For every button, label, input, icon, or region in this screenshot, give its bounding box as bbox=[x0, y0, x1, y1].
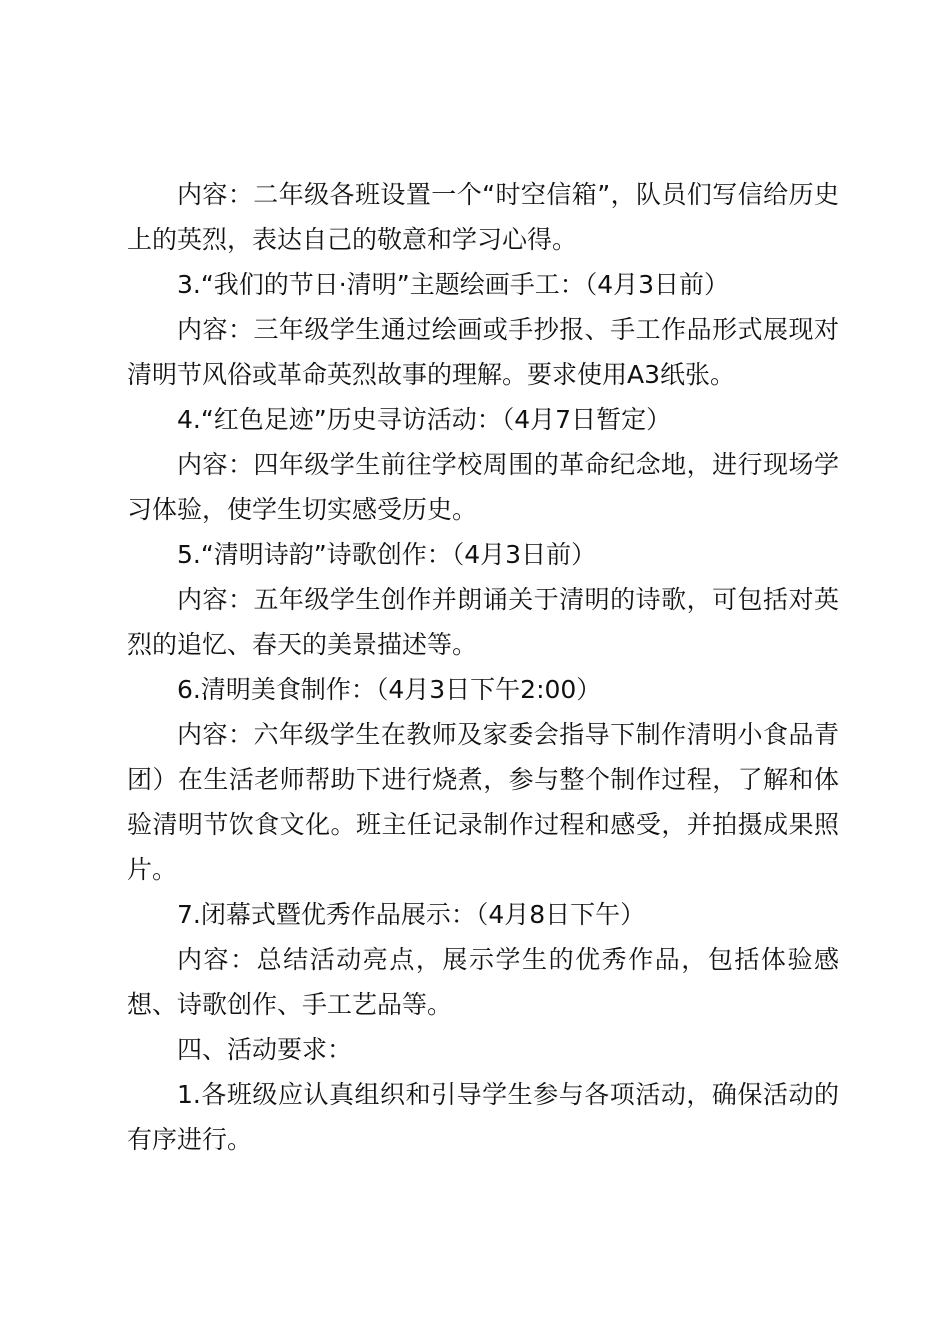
heading-item-5: 5.“清明诗韵”诗歌创作：（4月3日前） bbox=[177, 540, 597, 569]
paragraph-requirement-1: 1.各班级应认真组织和引导学生参与各项活动，确保活动的有序进行。 bbox=[127, 1080, 839, 1154]
paragraph-grade3-content: 内容：三年级学生通过绘画或手抄报、手工作品形式展现对清明节风俗或革命英烈故事的理解。要求使用A3纸张。 bbox=[127, 315, 839, 389]
heading-item-6: 6.清明美食制作：（4月3日下午2:00） bbox=[177, 675, 602, 704]
document-body bbox=[127, 172, 839, 1162]
paragraph-closing-content: 内容：总结活动亮点，展示学生的优秀作品，包括体验感想、诗歌创作、手工艺品等。 bbox=[127, 945, 839, 1019]
heading-item-7: 7.闭幕式暨优秀作品展示：（4月8日下午） bbox=[177, 900, 646, 929]
heading-item-4: 4.“红色足迹”历史寻访活动：（4月7日暂定） bbox=[177, 405, 672, 434]
paragraph-grade4-content: 内容：四年级学生前往学校周围的革命纪念地，进行现场学习体验，使学生切实感受历史。 bbox=[127, 450, 839, 524]
paragraph-grade6-content: 内容：六年级学生在教师及家委会指导下制作清明小食品青团）在生活老师帮助下进行烧煮，参与整个制作过程，了解和体验清明节饮食文化。班主任记录制作过程和感受，并拍摄成果照片。 bbox=[127, 720, 839, 884]
paragraph-grade2-content: 内容：二年级各班设置一个“时空信箱”，队员们写信给历史上的英烈，表达自己的敬意和学习心得。 bbox=[127, 180, 839, 254]
section-heading-requirements: 四、活动要求： bbox=[177, 1035, 353, 1064]
heading-item-3: 3.“我们的节日·清明”主题绘画手工：（4月3日前） bbox=[177, 270, 730, 299]
paragraph-grade5-content: 内容：五年级学生创作并朗诵关于清明的诗歌，可包括对英烈的追忆、春天的美景描述等。 bbox=[127, 585, 839, 659]
